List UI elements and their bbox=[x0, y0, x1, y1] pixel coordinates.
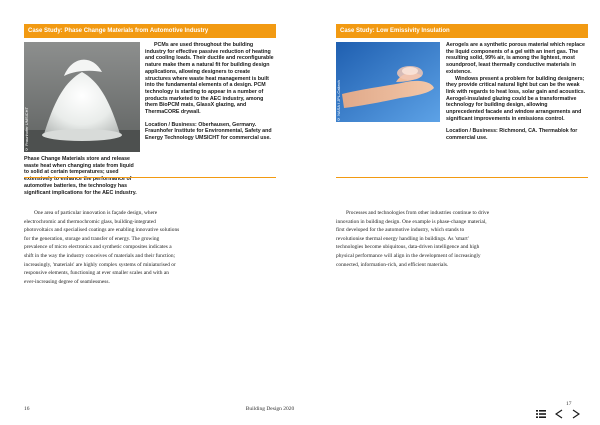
case-study-location: Location / Business: Oberhausen, Germany. Fraunhofer Institute for Environmental, Safety and Energy Technology UMSICHT for commercial use. bbox=[145, 121, 272, 142]
case-study-text bbox=[446, 42, 586, 142]
case-study-body bbox=[336, 38, 588, 178]
photo-caption: Phase Change Materials store and release waste heat when changing state from liquid to solid at certain temperatures; used extensively to enhance the performance of automotive batteries, the technology has significant implications for the AEC industry. bbox=[24, 156, 137, 196]
page-nav bbox=[536, 409, 580, 419]
case-study-low-emissivity bbox=[336, 24, 588, 178]
body-paragraph: One area of particular innovation is façade design, where electrochromic and thermochromic glass, building-integrated photovoltaics and specialised coatings are enabling innovative solutions for the generation, storage and transfer of energy. The growing prevalence of micro electronics and synthetic composites indicates a shift in the way the industry conceives of materials and their function; increasingly, 'materials' are highly complex systems of miniaturised or responsive elements, functioning at ever smaller scales and with an ever-increasing degree of seamlessness. bbox=[24, 210, 180, 285]
case-study-phase-change bbox=[24, 24, 276, 196]
list-menu-icon[interactable] bbox=[536, 410, 546, 418]
body-text-right bbox=[336, 209, 492, 269]
case-study-paragraph: PCMs are used throughout the building industry for effective passive reduction of heating and cooling loads. Their ductile and reconfigurable nature make them a natural fit for building design applications, allowing designers to create structures where waste heat management is built into the fundamental elements of a design. PCM technology is starting to appear in a number of products marketed to the AEC industry, among them BioPCM mats, GlassX glazing, and ThermaCORE drywall. bbox=[145, 42, 274, 116]
page-number-left: 16 bbox=[24, 406, 30, 412]
case-study-location: Location / Business: Richmond, CA. Thermablok for commercial use. bbox=[446, 128, 578, 142]
photo-credit: © NASA / JPL-Caltech bbox=[336, 80, 341, 122]
chevron-right-icon[interactable] bbox=[572, 409, 580, 419]
case-study-header: Case Study: Low Emissivity Insulation bbox=[336, 24, 588, 38]
chevron-left-icon[interactable] bbox=[555, 409, 563, 419]
page-number-right: 17 bbox=[566, 401, 572, 407]
case-study-body bbox=[24, 38, 276, 196]
photo-credit: © Fraunhofer UMSICHT bbox=[24, 106, 29, 152]
case-study-divider bbox=[24, 177, 276, 178]
case-study-paragraph: Windows present a problem for building designers; they provide critical natural light but can be the weak link with regards to heat loss, solar gain and acoustics. Aerogel-insulated glazing could be a transformative technology for building design, allowing unprecedented facade and window arrangements and significant improvements in emissions control. bbox=[446, 75, 586, 122]
body-text-left bbox=[24, 209, 180, 286]
aerogel-photo bbox=[336, 42, 440, 122]
case-study-paragraph: Aerogels are a synthetic porous material which replace the liquid components of a gel with an inert gas. The resulting solid, 99% air, is among the lightest, most soundproof, least thermally conductive materials in existence. bbox=[446, 42, 585, 75]
publication-title: Building Design 2020 bbox=[245, 406, 295, 412]
case-study-divider bbox=[336, 177, 588, 178]
case-study-header: Case Study: Phase Change Materials from Automotive Industry bbox=[24, 24, 276, 38]
phase-change-photo bbox=[24, 42, 140, 152]
case-study-text bbox=[145, 42, 275, 142]
body-paragraph: Processes and technologies from other industries continue to drive innovation in building design. One example is phase-change material, first developed for the automotive industry, which stands to revolutionise thermal energy handling in buildings. As 'smart' technologies become ubiquitous, data-driven intelligence and high physical performance will align in the development of increasingly connected, information-rich, and efficient materials. bbox=[336, 210, 490, 268]
